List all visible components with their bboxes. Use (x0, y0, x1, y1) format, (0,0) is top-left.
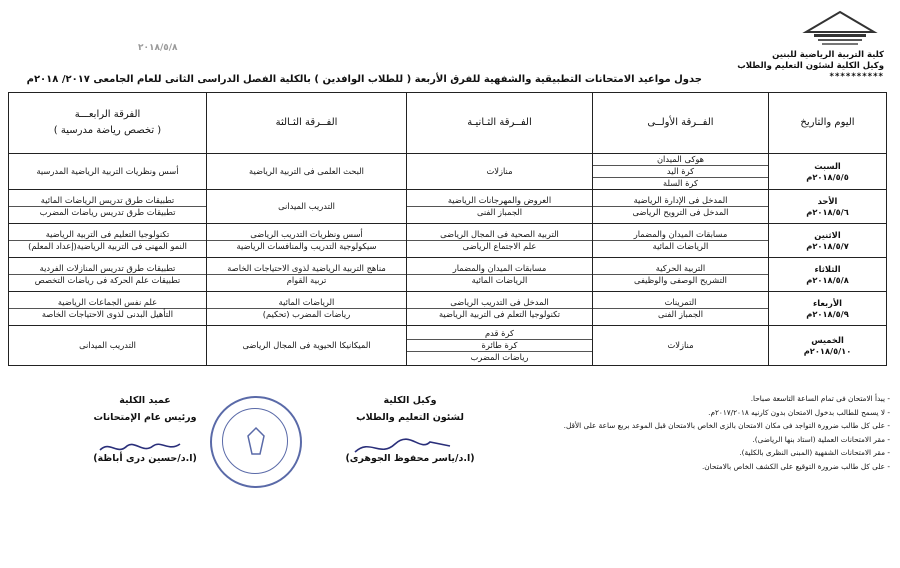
header-year4-title: الفرقة الرابعـــة (74, 108, 141, 120)
day-date-cell (769, 292, 887, 326)
exam-cell-y1 (593, 154, 769, 190)
exam-cell-y1 (593, 258, 769, 292)
exam-date: ٢٠١٨/٥/٥م (806, 171, 849, 182)
subject: العروض والمهرجانات الرياضية (407, 195, 592, 207)
vice-dean-handwritten-signature (350, 434, 460, 460)
exam-date: ٢٠١٨/٥/٩م (806, 308, 849, 319)
exam-cell-y3 (207, 258, 407, 292)
day-date-cell (769, 326, 887, 366)
subject: أسس ونظريات التربية الرياضية المدرسية (36, 166, 179, 177)
subject: سيكولوجية التدريب والمنافسات الرياضية (236, 241, 377, 252)
document-title: جدول مواعيد الامتحانات التطبيقية والشفهية للفرق الأربعة ( للطلاب الوافدين ) بالكلية الفصل الدراسى الثانى للعام الجامعى ٢٠١٧/ ٢٠١٨م (26, 74, 702, 85)
exam-cell-y1 (593, 292, 769, 326)
exam-date: ٢٠١٨/٥/٦م (806, 206, 849, 217)
subject: تطبيقات علم الحركة فى رياضات التخصص (34, 275, 181, 286)
exam-cell-y3 (207, 224, 407, 258)
subject: الرياضات المائية (471, 275, 528, 286)
exam-cell-y1 (593, 224, 769, 258)
exam-cell-y2 (407, 326, 593, 366)
exam-cell-y4 (9, 154, 207, 190)
subject: تكنولوجيا التعلم فى التربية الرياضية (438, 309, 561, 320)
vice-dean-role: لشئون التعليم والطلاب (356, 412, 464, 423)
exam-cell-y2 (407, 292, 593, 326)
vice-dean-office: وكيل الكلية لشئون التعليم والطلاب (737, 61, 884, 71)
table-row (9, 190, 887, 224)
subject: كرة السلة (663, 178, 698, 189)
table-row (9, 224, 887, 258)
subject: التربية الحركية (593, 263, 768, 275)
note-item: - مقر الامتحانات العملية (استاد بنها الرياضى). (752, 434, 890, 444)
note-item: - على كل طالب ضرورة التواجد فى مكان الامتحان بالزى الخاص بالامتحان قبل الموعد بربع ساعة على الأقل. (563, 421, 890, 430)
dean-handwritten-signature (95, 436, 185, 460)
subject: الرياضات المائية (207, 297, 406, 309)
exam-cell-y1 (593, 326, 769, 366)
exam-cell-y2 (407, 154, 593, 190)
exam-notes (560, 392, 890, 473)
subject: مناهج التربية الرياضية لذوى الاحتياجات الخاصة (207, 263, 406, 275)
subject: علم نفس الجماعات الرياضية (9, 297, 206, 309)
subject: الميكانيكا الحيوية فى المجال الرياضى (242, 340, 371, 351)
header-year1: الفــرقة الأولــى (593, 93, 769, 154)
subject: علم الاجتماع الرياضى (462, 241, 537, 252)
day-date-cell (769, 224, 887, 258)
subject: مسابقات الميدان والمضمار (407, 263, 592, 275)
exam-cell-y2 (407, 224, 593, 258)
subject: رياضات المضرب (تحكيم) (262, 309, 351, 320)
subject: رياضات المضرب (470, 352, 529, 363)
table-header-row (9, 93, 887, 154)
exam-schedule-table (8, 92, 887, 366)
exam-cell-y1 (593, 190, 769, 224)
subject: كرة اليد (593, 166, 768, 178)
subject: التمرينات (593, 297, 768, 309)
subject: كرة قدم (407, 328, 592, 340)
subject: التأهيل البدنى لذوى الاحتياجات الخاصة (41, 309, 174, 320)
exam-cell-y3 (207, 154, 407, 190)
exam-cell-y2 (407, 190, 593, 224)
note-item: - مقر الامتحانات الشفهية (المبنى النظرى بالكلية). (739, 448, 890, 457)
subject: تطبيقات طرق تدريس الرياضات المائية (9, 195, 206, 207)
subject: مسابقات الميدان والمضمار (593, 229, 768, 241)
subject: التربية الصحية فى المجال الرياضى (407, 229, 592, 241)
faculty-name: كلية التربية الرياضية للبنين (772, 50, 884, 60)
date-stamp: ٢٠١٨/٥/٨ (138, 43, 178, 53)
day-date-cell (769, 190, 887, 224)
exam-cell-y4 (9, 292, 207, 326)
day-date-cell (769, 154, 887, 190)
dean-name: (ا.د/حسين درى أباظة) (93, 453, 197, 464)
subject: التدريب الميدانى (278, 201, 335, 212)
subject: الجمباز الفنى (476, 207, 523, 218)
document-header (8, 8, 892, 88)
day-name: الأحد (817, 196, 838, 206)
header-day: اليوم والتاريخ (769, 93, 887, 154)
table-row (9, 258, 887, 292)
subject: المدخل فى التدريب الرياضى (407, 297, 592, 309)
faculty-stars: ********** (829, 72, 884, 82)
header-year2: الفــرقة الثـانيـة (407, 93, 593, 154)
exam-cell-y4 (9, 326, 207, 366)
exam-date: ٢٠١٨/٥/٧م (806, 240, 849, 251)
exam-cell-y3 (207, 326, 407, 366)
subject: المدخل فى الترويح الرياضى (632, 207, 729, 218)
header-year4 (9, 93, 207, 154)
exam-cell-y4 (9, 224, 207, 258)
header-year3: الفــرقة الثـالثة (207, 93, 407, 154)
exam-cell-y3 (207, 292, 407, 326)
subject: النمو المهنى فى التربية الرياضية(إعداد المعلم) (28, 241, 187, 252)
subject: منازلات (667, 340, 694, 351)
day-name: الاثنين (814, 230, 841, 240)
subject: البحث العلمى فى التربية الرياضية (249, 166, 364, 177)
exam-cell-y3 (207, 190, 407, 224)
day-name: السبت (814, 161, 841, 171)
subject: التدريب الميدانى (79, 340, 136, 351)
exam-cell-y4 (9, 190, 207, 224)
table-row (9, 326, 887, 366)
note-item: - على كل طالب ضرورة التوقيع على الكشف الخاص بالامتحان. (701, 461, 890, 471)
eagle-emblem-icon (242, 426, 270, 456)
day-name: الثلاثاء (814, 264, 841, 274)
subject: الرياضات المائية (652, 241, 709, 252)
subject: كرة طائرة (407, 340, 592, 352)
university-logo-icon (800, 10, 880, 50)
subject: تكنولوجيا التعليم فى التربية الرياضية (9, 229, 206, 241)
subject: هوكى الميدان (593, 154, 768, 166)
subject: منازلات (486, 166, 513, 177)
exam-date: ٢٠١٨/٥/٨م (806, 274, 849, 285)
subject: تطبيقات طرق تدريس رياضات المضرب (39, 207, 176, 218)
subject: المدخل فى الإدارة الرياضية (593, 195, 768, 207)
header-year4-subtitle: ( تخصص رياضة مدرسية ) (53, 125, 162, 136)
vice-dean-name: (ا.د/ياسر محفوظ الجوهرى) (345, 453, 475, 464)
table-row (9, 154, 887, 190)
table-row (9, 292, 887, 326)
faculty-block (737, 50, 884, 83)
subject: تربية القوام (286, 275, 327, 286)
dean-title: عميد الكلية (119, 395, 171, 406)
subject: تطبيقات طرق تدريس المنازلات الفردية (9, 263, 206, 275)
vice-dean-title: وكيل الكلية (383, 395, 437, 406)
note-item: - يبدأ الامتحان فى تمام الساعة التاسعة صباحا. (750, 394, 890, 403)
exam-date: ٢٠١٨/٥/١٠م (803, 345, 852, 356)
exam-cell-y4 (9, 258, 207, 292)
day-date-cell (769, 258, 887, 292)
note-item: - لا يسمح للطالب بدخول الامتحان بدون كارنيه ٢٠١٧/٢٠١٨م. (708, 407, 890, 417)
day-name: الأربعاء (813, 298, 842, 308)
day-name: الخميس (811, 335, 844, 345)
subject: أسس ونظريات التدريب الرياضى (207, 229, 406, 241)
exam-cell-y2 (407, 258, 593, 292)
dean-role: ورئيس عام الإمتحانات (93, 412, 197, 423)
subject: الجمباز الفنى (657, 309, 704, 320)
subject: التشريح الوصفى والوظيفى (634, 275, 727, 286)
